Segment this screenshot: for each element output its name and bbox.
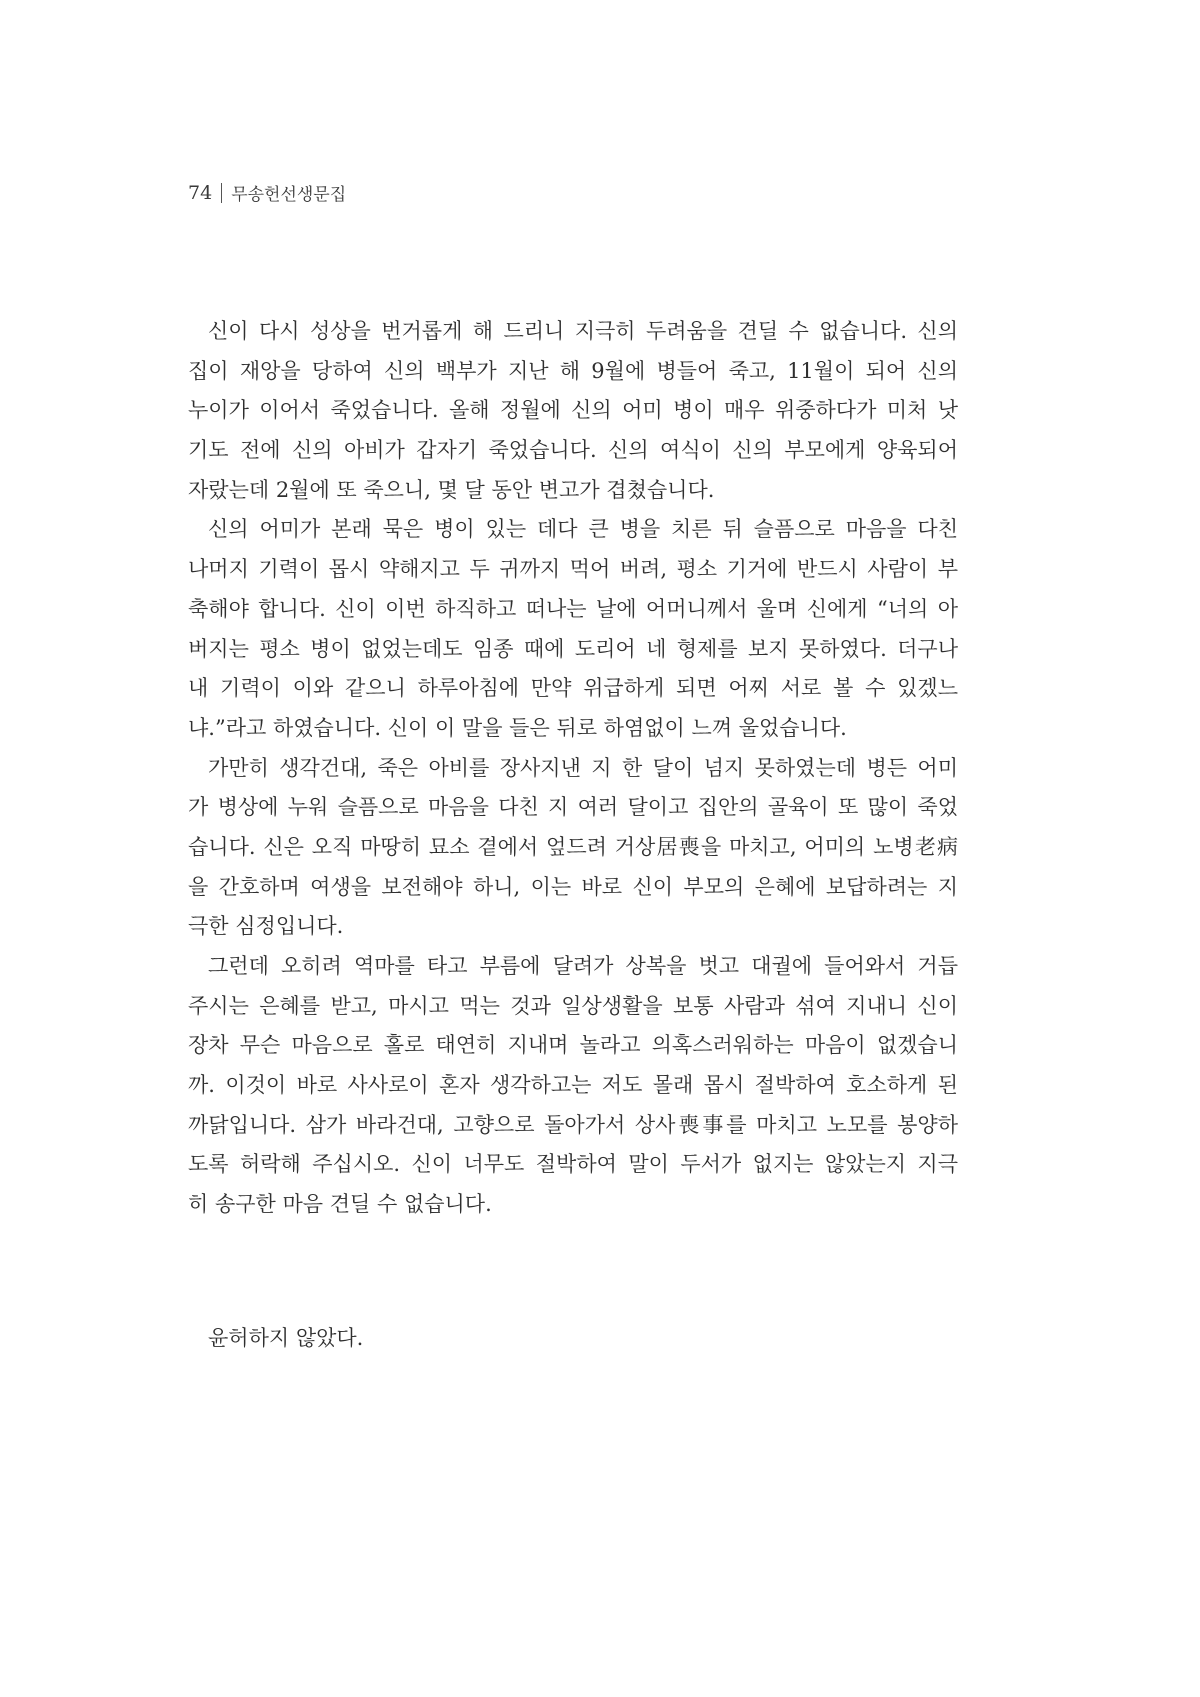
text-line: 습니다. 신은 오직 마땅히 묘소 곁에서 엎드려 거상居喪을 마치고, 어미의 노병老病 [188, 834, 958, 859]
text-line: 가 병상에 누워 슬픔으로 마음을 다친 지 여러 달이고 집안의 골육이 또 많이 죽었 [188, 795, 958, 820]
page-header [188, 180, 346, 205]
text-line: 신의 어미가 본래 묵은 병이 있는 데다 큰 병을 치른 뒤 슬픔으로 마음을 다친 [208, 517, 958, 542]
text-line: 까닭입니다. 삼가 바라건대, 고향으로 돌아가서 상사喪事를 마치고 노모를 봉양하 [188, 1112, 958, 1137]
paragraph-3 [188, 749, 958, 947]
header-separator [221, 183, 222, 203]
text-line: 그런데 오히려 역마를 타고 부름에 달려가 상복을 벗고 대궐에 들어와서 거듭 [208, 954, 958, 978]
body-text [188, 312, 958, 1225]
paragraph-2 [188, 510, 958, 748]
text-line: 장차 무슨 마음으로 홀로 태연히 지내며 놀라고 의혹스러워하는 마음이 없겠습니 [188, 1033, 958, 1058]
text-line: 가만히 생각건대, 죽은 아비를 장사지낸 지 한 달이 넘지 못하였는데 병든 어미 [208, 755, 958, 780]
book-title: 무송헌선생문집 [231, 185, 347, 205]
text-line: 누이가 이어서 죽었습니다. 올해 정월에 신의 어미 병이 매우 위중하다가 미처 낫 [188, 398, 958, 423]
text-line: 집이 재앙을 당하여 신의 백부가 지난 해 9월에 병들어 죽고, 11월이 되어 신의 [188, 358, 958, 383]
text-line: 냐.”라고 하였습니다. 신이 이 말을 들은 뒤로 하염없이 느껴 울었습니다. [188, 715, 847, 740]
text-line: 기도 전에 신의 아비가 갑자기 죽었습니다. 신의 여식이 신의 부모에게 양육되어 [188, 438, 958, 463]
page-number: 74 [188, 181, 213, 204]
text-line: 도록 허락해 주십시오. 신이 너무도 절박하여 말이 두서가 없지는 않았는지 지극 [188, 1152, 958, 1177]
text-line: 히 송구한 마음 견딜 수 없습니다. [188, 1192, 492, 1217]
paragraph-4 [188, 947, 958, 1225]
closing-statement: 윤허하지 않았다. [208, 1326, 364, 1350]
text-line: 까. 이것이 바로 사사로이 혼자 생각하고는 저도 몰래 몹시 절박하여 호소하게 된 [188, 1073, 958, 1098]
text-line: 주시는 은혜를 받고, 마시고 먹는 것과 일상생활을 보통 사람과 섞여 지내니 신이 [188, 993, 958, 1018]
text-line: 축해야 합니다. 신이 이번 하직하고 떠나는 날에 어머니께서 울며 신에게 “너의 아 [188, 596, 958, 621]
text-line: 나머지 기력이 몹시 약해지고 두 귀까지 먹어 버려, 평소 기거에 반드시 사람이 부 [188, 557, 958, 582]
text-line: 자랐는데 2월에 또 죽으니, 몇 달 동안 변고가 겹쳤습니다. [188, 477, 715, 502]
text-line: 내 기력이 이와 같으니 하루아침에 만약 위급하게 되면 어찌 서로 볼 수 있겠느 [188, 676, 958, 701]
text-line: 신이 다시 성상을 번거롭게 해 드리니 지극히 두려움을 견딜 수 없습니다. 신의 [208, 319, 958, 343]
paragraph-1 [188, 312, 958, 510]
text-line: 을 간호하며 여생을 보전해야 하니, 이는 바로 신이 부모의 은혜에 보답하려는 지 [188, 874, 958, 899]
text-line: 극한 심정입니다. [188, 914, 344, 939]
text-line: 버지는 평소 병이 없었는데도 임종 때에 도리어 네 형제를 보지 못하였다. 더구나 [188, 636, 958, 661]
